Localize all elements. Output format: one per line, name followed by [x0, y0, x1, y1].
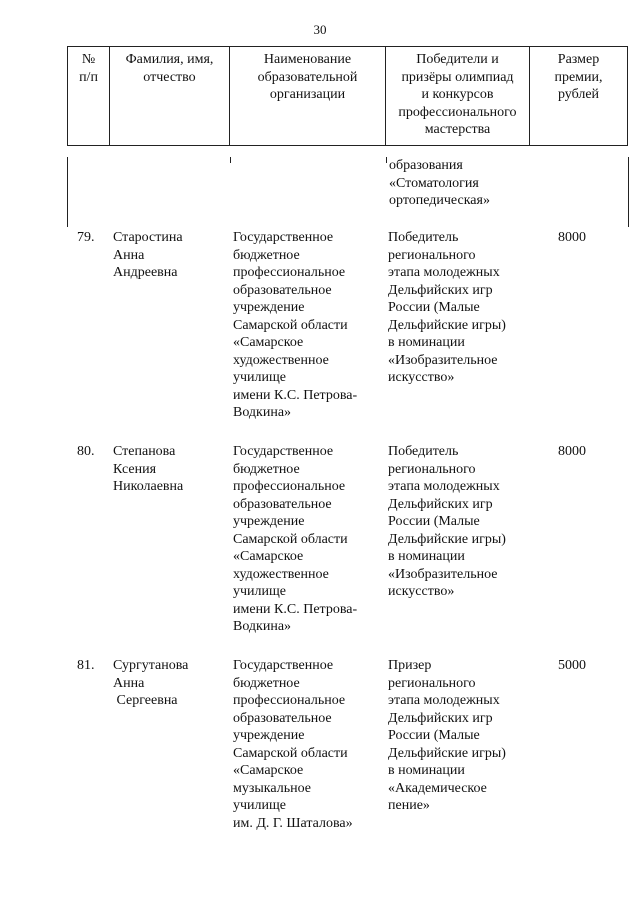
text-line: учреждение [233, 300, 305, 315]
text-line: профессиональное [233, 479, 346, 494]
row-prize: 5000 [558, 658, 586, 673]
header-line: мастерства [424, 122, 491, 137]
text-line: России (Малые [388, 300, 480, 315]
header-cell-organization [230, 47, 386, 146]
header-line: Размер [557, 52, 600, 67]
header-cell-achievement [386, 47, 530, 146]
text-line: искусство» [388, 370, 455, 385]
text-line: образовательное [233, 282, 332, 298]
text-line: регионального [388, 247, 476, 263]
text-line: Государственное [233, 230, 334, 245]
text-line: Дельфийских игр [388, 496, 493, 512]
row-organization [233, 443, 357, 636]
text-line: Дельфийские игры) [388, 531, 506, 547]
column-divider [386, 157, 387, 163]
text-line: Государственное [233, 658, 334, 673]
text-line: Самарской области [233, 317, 348, 333]
table-header [67, 46, 628, 146]
text-line: ортопедическая» [389, 193, 490, 208]
text-line: пение» [388, 798, 430, 813]
header-cell-number [68, 47, 110, 146]
text-line: бюджетное [233, 461, 300, 477]
text-line: училище [233, 370, 287, 385]
header-line: рублей [557, 87, 600, 102]
text-line: «Стоматология [389, 175, 479, 191]
row-name [113, 229, 183, 282]
text-line: Дельфийские игры) [388, 317, 506, 333]
row-prize: 8000 [558, 444, 586, 459]
text-line: Анна [113, 675, 145, 691]
header-line: п/п [79, 69, 98, 85]
text-line: Победитель [388, 230, 459, 245]
text-line: регионального [388, 461, 476, 477]
continuation-row [67, 157, 629, 227]
table-row [67, 443, 627, 643]
text-line: Ксения [113, 461, 157, 477]
header-line: организации [269, 87, 346, 102]
table-row [67, 657, 627, 847]
row-number: 81. [77, 658, 95, 673]
page-number: 30 [313, 22, 327, 37]
row-number: 80. [77, 444, 95, 459]
header-line: Наименование [263, 52, 352, 67]
text-line: регионального [388, 675, 476, 691]
header-line: премии, [554, 69, 603, 85]
text-line: России (Малые [388, 514, 480, 529]
text-line: «Изобразительное [388, 566, 498, 582]
text-line: бюджетное [233, 675, 300, 691]
text-line: Степанова [113, 444, 176, 459]
text-line: Дельфийские игры) [388, 745, 506, 761]
text-line: «Самарское [233, 335, 304, 350]
row-name [113, 657, 188, 710]
text-line: в номинации [388, 335, 465, 350]
text-line: Старостина [113, 230, 183, 245]
row-number: 79. [77, 230, 95, 245]
row-achievement [388, 657, 506, 815]
text-line: Сургутанова [113, 658, 189, 673]
text-line: учреждение [233, 728, 305, 743]
header-cell-name [110, 47, 230, 146]
row-name [113, 443, 183, 496]
row-organization [233, 229, 357, 422]
header-line: Победители и [416, 52, 499, 67]
text-line: Николаевна [113, 479, 184, 494]
text-line: «Самарское [233, 763, 304, 778]
text-line: Дельфийских игр [388, 282, 493, 298]
text-line: профессиональное [233, 693, 346, 708]
row-achievement [388, 229, 506, 387]
text-line: Самарской области [233, 531, 348, 547]
table-row [67, 229, 627, 429]
text-line: России (Малые [388, 728, 480, 743]
header-line: и конкурсов [421, 87, 494, 102]
text-line: Анна [113, 247, 145, 263]
text-line: Сергеевна [113, 693, 178, 708]
header-line: образовательной [257, 69, 358, 85]
text-line: Призер [388, 658, 432, 673]
text-line: этапа молодежных [388, 265, 500, 280]
header-line: профессионального [398, 104, 517, 120]
text-line: искусство» [388, 584, 455, 599]
text-line: образовательное [233, 710, 332, 726]
text-line: художественное [233, 352, 329, 368]
column-divider [230, 157, 231, 163]
header-line: призёры олимпиад [401, 69, 514, 85]
text-line: художественное [233, 566, 329, 582]
text-line: имени К.С. Петрова- [233, 387, 358, 403]
header-line: Фамилия, имя, [125, 52, 214, 67]
text-line: этапа молодежных [388, 479, 500, 494]
text-line: Государственное [233, 444, 334, 459]
row-achievement [388, 443, 506, 601]
text-line: «Изобразительное [388, 352, 498, 368]
text-line: Водкина» [233, 405, 292, 420]
text-line: музыкальное [233, 780, 311, 796]
header-cell-prize [530, 47, 628, 146]
text-line: этапа молодежных [388, 693, 500, 708]
row-organization [233, 657, 353, 832]
text-line: образовательное [233, 496, 332, 512]
header-line: отчество [143, 69, 196, 85]
text-line: «Самарское [233, 549, 304, 564]
text-line: бюджетное [233, 247, 300, 263]
text-line: Водкина» [233, 619, 292, 634]
text-line: Победитель [388, 444, 459, 459]
text-line: Самарской области [233, 745, 348, 761]
text-line: имени К.С. Петрова- [233, 601, 358, 617]
text-line: в номинации [388, 549, 465, 564]
row-prize: 8000 [558, 230, 586, 245]
text-line: учреждение [233, 514, 305, 529]
header-line: № [81, 52, 96, 67]
text-line: профессиональное [233, 265, 346, 280]
text-line: училище [233, 798, 287, 813]
text-line: Андреевна [113, 265, 178, 280]
text-line: училище [233, 584, 287, 599]
text-line: образования [389, 158, 463, 173]
text-line: им. Д. Г. Шаталова» [233, 815, 353, 831]
text-line: в номинации [388, 763, 465, 778]
continuation-text [389, 157, 490, 210]
text-line: «Академическое [388, 780, 487, 796]
text-line: Дельфийских игр [388, 710, 493, 726]
